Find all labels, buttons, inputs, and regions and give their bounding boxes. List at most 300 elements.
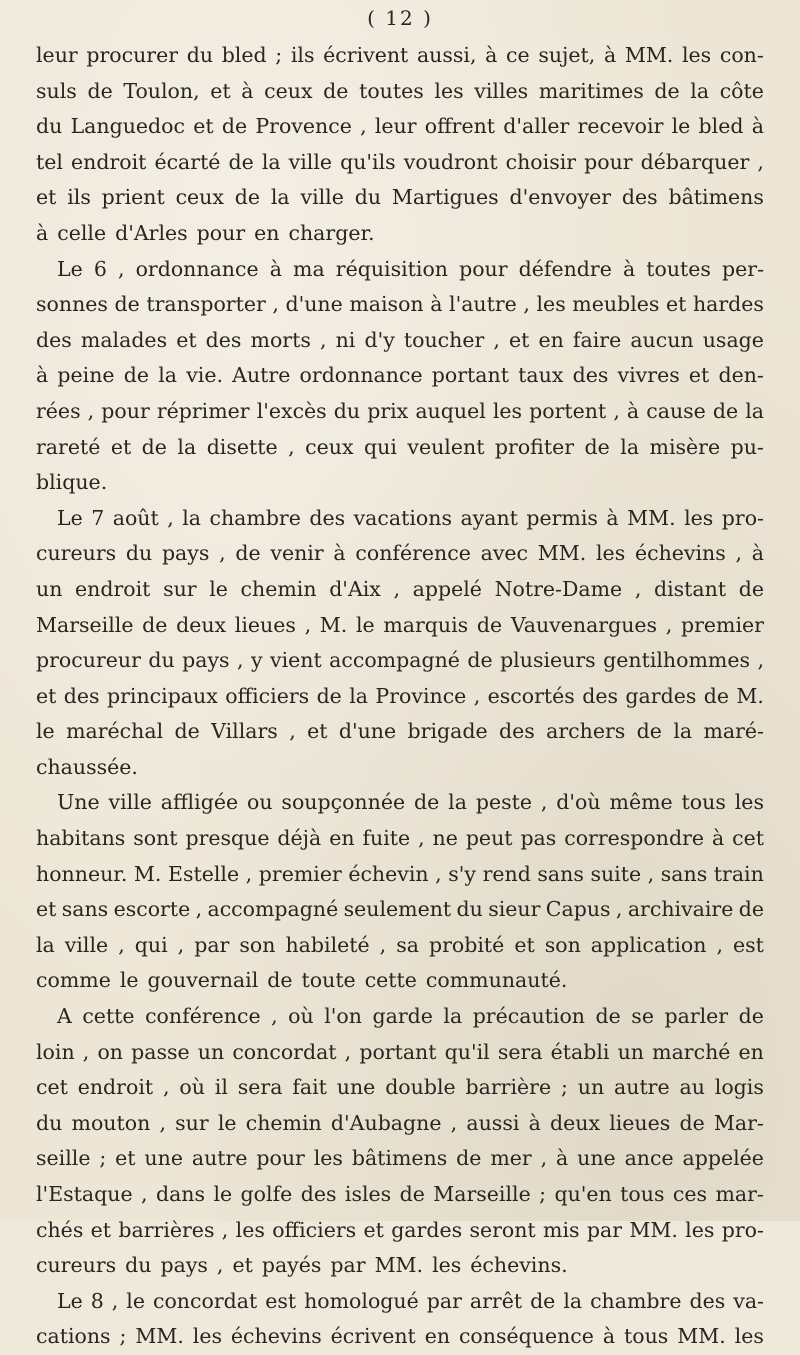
word: ; — [539, 1182, 547, 1206]
word: ; — [275, 43, 283, 67]
word: auquel — [415, 398, 486, 423]
word: sieur — [488, 897, 541, 922]
word: lieues — [609, 1110, 671, 1135]
word: de — [703, 683, 730, 708]
word: à — [751, 541, 764, 566]
word: endroit — [75, 576, 151, 601]
word: au — [679, 1075, 705, 1100]
word: d'une — [285, 292, 343, 317]
word: maré- — [703, 719, 764, 744]
word: où — [179, 1075, 205, 1100]
word: du — [36, 114, 63, 139]
word: de — [584, 434, 610, 459]
word: et — [363, 1217, 384, 1242]
text-line — [36, 109, 764, 145]
text-line — [36, 714, 764, 750]
word: août — [112, 505, 159, 530]
word: cette — [364, 968, 417, 993]
word: brigade — [407, 719, 488, 744]
text-line — [36, 1106, 764, 1142]
word: loin — [36, 1039, 75, 1064]
word: l'excès — [256, 398, 327, 423]
word: l'on — [324, 1004, 362, 1029]
word: et — [665, 292, 687, 317]
word: à — [36, 363, 49, 388]
word: et — [688, 363, 710, 388]
word: d'y — [364, 327, 395, 352]
word: disette — [206, 434, 278, 459]
word: tel — [36, 149, 63, 174]
word: échevin — [348, 861, 429, 886]
word: de — [142, 612, 168, 637]
text-line — [36, 323, 764, 359]
word: de — [316, 683, 342, 708]
word: vacations — [353, 505, 452, 530]
word: bled — [698, 114, 744, 139]
word: conséquence — [458, 1324, 594, 1349]
word: des — [572, 363, 609, 388]
word: ceux — [264, 78, 313, 103]
word: rend — [482, 861, 531, 886]
word: et — [176, 327, 197, 352]
word: sonnes — [36, 292, 108, 317]
word: la — [177, 434, 197, 459]
word: , — [245, 861, 253, 886]
word: un — [36, 576, 63, 601]
word: lieues — [234, 612, 296, 637]
word: per- — [722, 256, 764, 281]
word: vie. — [186, 363, 223, 388]
word: d'une — [338, 719, 397, 744]
word: de — [267, 968, 293, 993]
word: peste — [475, 790, 532, 815]
body-text — [36, 38, 764, 1355]
word: mar- — [715, 1182, 764, 1206]
word: des — [36, 327, 72, 352]
word: ville — [64, 932, 109, 957]
word: le — [355, 612, 375, 637]
word: à — [626, 398, 640, 423]
word: 7 — [91, 505, 105, 530]
word: va- — [733, 1288, 764, 1313]
word: toutes — [646, 256, 711, 281]
text-line — [36, 572, 764, 608]
word: , — [418, 826, 425, 851]
word: , — [757, 149, 764, 174]
word: , — [757, 648, 764, 673]
word: , — [344, 1039, 352, 1064]
word: , — [523, 292, 530, 317]
text-line — [36, 679, 764, 715]
word: de — [123, 363, 150, 388]
text-line — [36, 608, 764, 644]
word: fait — [292, 1075, 327, 1100]
word: les — [492, 398, 523, 423]
word: la — [620, 434, 640, 459]
word: Estelle — [168, 861, 240, 886]
word: les — [685, 1217, 715, 1242]
word: de — [323, 78, 349, 103]
word: ces — [672, 1182, 708, 1206]
word: pro- — [721, 1217, 764, 1242]
word: chambre — [209, 505, 301, 530]
word: du — [333, 398, 361, 423]
word: et — [110, 434, 132, 459]
word: voudront — [403, 149, 498, 174]
word: gentilhommes — [603, 648, 751, 673]
word: charger. — [288, 220, 375, 245]
word: archers — [546, 719, 626, 744]
word: rées — [36, 398, 81, 423]
word: principaux — [106, 683, 218, 708]
word: et — [36, 897, 57, 922]
word: , — [162, 1075, 170, 1100]
word: de — [476, 612, 503, 637]
text-line — [36, 394, 764, 430]
word: est — [732, 932, 764, 957]
word: , — [236, 648, 244, 673]
word: pour — [584, 149, 633, 174]
word: par — [586, 1217, 623, 1242]
word: pour — [196, 220, 246, 245]
word: aucun — [630, 327, 694, 352]
word: en — [424, 1324, 451, 1349]
word: de — [530, 1288, 556, 1313]
word: du — [125, 541, 153, 566]
word: défendre — [518, 256, 612, 281]
word: écrivent — [323, 43, 409, 67]
word: sont — [133, 826, 178, 851]
text-line — [36, 145, 764, 181]
word: de — [654, 78, 680, 103]
word: deux — [549, 1110, 601, 1135]
word: le — [671, 114, 691, 139]
word: ni — [335, 327, 356, 352]
word: réquisition — [335, 256, 448, 281]
word: Toulon, — [123, 78, 200, 103]
word: du — [148, 648, 175, 673]
word: celle — [57, 220, 107, 245]
word: échevins. — [470, 1253, 568, 1278]
word: tous — [620, 1182, 665, 1206]
word: et — [232, 1253, 253, 1278]
word: gardes — [391, 1217, 463, 1242]
word: premier — [680, 612, 764, 637]
word: cet — [732, 826, 764, 851]
word: , — [117, 256, 125, 281]
word: , — [216, 1253, 224, 1278]
word: ne — [432, 826, 458, 851]
word: des — [621, 185, 658, 210]
word: d'aller — [503, 114, 570, 139]
word: golfe — [240, 1182, 293, 1206]
word: gardes — [625, 683, 697, 708]
text-line — [36, 892, 764, 928]
text-line — [36, 1319, 764, 1355]
word: des — [300, 1182, 337, 1206]
text-line — [36, 1141, 764, 1177]
word: isles — [344, 1182, 392, 1206]
word: leur — [374, 114, 417, 139]
word: appelé — [412, 576, 482, 601]
word: du — [456, 897, 483, 922]
text-line — [36, 287, 764, 323]
word: et — [509, 327, 530, 352]
word: train — [713, 861, 764, 886]
word: des — [498, 719, 535, 744]
word: , — [271, 1004, 278, 1029]
word: parler — [664, 1004, 729, 1029]
word: un — [577, 1075, 605, 1100]
word: communauté. — [425, 968, 568, 993]
word: sans — [537, 861, 584, 886]
word: d'où — [556, 790, 601, 815]
word: den- — [718, 363, 764, 388]
word: qu'il — [444, 1039, 490, 1064]
word: des — [205, 327, 242, 352]
word: le — [36, 719, 55, 744]
word: marquis — [383, 612, 469, 637]
word: y — [250, 648, 263, 673]
word: seront — [469, 1217, 536, 1242]
word: l'Estaque — [36, 1182, 133, 1206]
word: à — [485, 43, 498, 67]
word: , — [319, 327, 327, 352]
word: est — [265, 1288, 297, 1313]
word: les — [681, 43, 712, 67]
word: ; — [99, 1146, 107, 1171]
word: malades — [80, 327, 168, 352]
word: aussi — [466, 1110, 520, 1135]
word: par — [194, 932, 230, 957]
word: MM. — [374, 1253, 424, 1278]
word: , — [379, 932, 387, 957]
word: Le — [57, 256, 83, 281]
word: choisir — [505, 149, 577, 174]
word: , — [177, 932, 185, 957]
word: les — [684, 505, 714, 530]
word: distant — [653, 576, 727, 601]
word: affligée — [160, 790, 239, 815]
word: morts — [250, 327, 311, 352]
word: à — [528, 1110, 541, 1135]
word: de — [114, 292, 140, 317]
word: MM. — [537, 541, 587, 566]
word: , — [195, 897, 203, 922]
word: cations — [36, 1324, 111, 1349]
word: la — [158, 363, 177, 388]
word: prient — [101, 185, 165, 210]
word: taux — [518, 363, 564, 388]
word: offrent — [424, 114, 496, 139]
word: barrière — [465, 1075, 552, 1100]
word: , — [735, 541, 743, 566]
word: de — [221, 114, 248, 139]
word: de — [234, 185, 261, 210]
word: application — [590, 932, 707, 957]
word: qu'en — [554, 1182, 612, 1206]
word: de — [235, 541, 261, 566]
word: les — [434, 78, 464, 103]
word: une — [577, 1146, 616, 1171]
word: à — [711, 826, 725, 851]
word: qui — [134, 932, 168, 957]
word: escortés — [487, 683, 575, 708]
word: pays — [160, 1253, 208, 1278]
text-line — [36, 180, 764, 216]
word: la — [182, 505, 201, 530]
word: le — [126, 1288, 145, 1313]
word: Provence — [255, 114, 352, 139]
word: échevins — [230, 1324, 322, 1349]
word: , — [450, 1110, 458, 1135]
text-line — [36, 1177, 764, 1213]
text-line — [36, 38, 764, 74]
word: suite — [590, 861, 642, 886]
word: vivres — [617, 363, 680, 388]
word: , — [360, 114, 367, 139]
word: Mar- — [713, 1110, 764, 1135]
word: sur — [163, 576, 197, 601]
word: presque — [185, 826, 270, 851]
word: de — [679, 1110, 705, 1135]
word: un — [617, 1039, 644, 1064]
text-line — [36, 216, 764, 252]
word: le — [213, 1182, 233, 1206]
word: autre — [191, 1146, 248, 1171]
word: à — [751, 114, 764, 139]
word: cureurs — [36, 1253, 117, 1278]
word: et — [36, 185, 57, 210]
text-line — [36, 430, 764, 466]
word: la — [563, 1288, 583, 1313]
text-line — [36, 750, 764, 786]
word: , — [118, 932, 125, 957]
word: ; — [560, 1075, 568, 1100]
word: , — [272, 292, 279, 317]
word: MM. — [677, 1324, 726, 1349]
word: le — [209, 576, 228, 601]
word: de — [738, 1004, 764, 1029]
word: toutes — [359, 78, 424, 103]
word: son — [544, 932, 581, 957]
word: M. — [736, 683, 764, 708]
word: où — [288, 1004, 314, 1029]
word: la — [270, 185, 290, 210]
word: des — [63, 683, 100, 708]
word: conférence — [355, 541, 471, 566]
word: côte — [719, 78, 764, 103]
word: bled — [221, 43, 267, 67]
word: chemin — [240, 576, 317, 601]
word: avec — [480, 541, 529, 566]
word: qui — [364, 434, 397, 459]
word: mis — [543, 1217, 580, 1242]
word: et — [90, 1217, 112, 1242]
word: M. — [319, 612, 348, 637]
word: les — [734, 790, 764, 815]
word: Languedoc — [70, 114, 186, 139]
word: veulent — [407, 434, 485, 459]
word: ceux — [305, 434, 354, 459]
word: Une — [57, 790, 100, 815]
word: ; — [119, 1324, 127, 1349]
word: , — [87, 398, 95, 423]
word: pu- — [730, 434, 764, 459]
word: pour — [256, 1146, 305, 1171]
text-line — [36, 785, 764, 821]
word: , — [288, 434, 295, 459]
word: sa — [396, 932, 419, 957]
text-line — [36, 821, 764, 857]
word: , — [82, 1039, 90, 1064]
word: suls — [36, 78, 77, 103]
word: du — [186, 43, 214, 67]
word: seille — [36, 1146, 91, 1171]
word: , — [167, 505, 174, 530]
word: pro- — [721, 505, 764, 530]
word: vient — [269, 648, 322, 673]
word: archivaire — [627, 897, 734, 922]
word: , — [493, 327, 500, 352]
word: la — [448, 790, 467, 815]
word: , — [159, 1110, 166, 1135]
word: de — [467, 648, 493, 673]
word: à — [36, 220, 49, 245]
text-line — [36, 358, 764, 394]
word: à — [602, 1324, 616, 1349]
word: chambre — [590, 1288, 682, 1313]
word: , — [647, 861, 655, 886]
word: MM. — [627, 505, 676, 530]
word: ceux — [175, 185, 224, 210]
word: habitans — [36, 826, 126, 851]
word: d'Aubagne — [330, 1110, 442, 1135]
word: Le — [57, 1288, 83, 1313]
word: déjà — [277, 826, 322, 851]
word: l'autre — [449, 292, 517, 317]
word: ville — [288, 149, 333, 174]
word: cette — [82, 1004, 135, 1029]
word: à — [603, 43, 617, 67]
word: portant — [431, 363, 509, 388]
word: pas — [520, 826, 557, 851]
text-line — [36, 999, 764, 1035]
word: Le — [57, 505, 83, 530]
word: du — [36, 1110, 63, 1135]
word: officiers — [272, 1217, 357, 1242]
word: officiers — [225, 683, 310, 708]
word: probité — [428, 932, 505, 957]
word: , — [634, 576, 642, 601]
word: de — [228, 149, 254, 174]
word: , — [393, 576, 401, 601]
word: les — [734, 1324, 764, 1349]
word: sans — [61, 897, 109, 922]
word: et — [514, 932, 535, 957]
word: de — [399, 1182, 425, 1206]
word: de — [141, 434, 167, 459]
word: , — [540, 790, 548, 815]
word: , — [219, 541, 226, 566]
word: , — [111, 1288, 119, 1313]
word: d'Aix — [329, 576, 381, 601]
word: correspondre — [564, 826, 705, 851]
word: tous — [623, 1324, 669, 1349]
word: de — [595, 1004, 621, 1029]
word: A — [57, 1004, 72, 1029]
word: passe — [131, 1039, 190, 1064]
